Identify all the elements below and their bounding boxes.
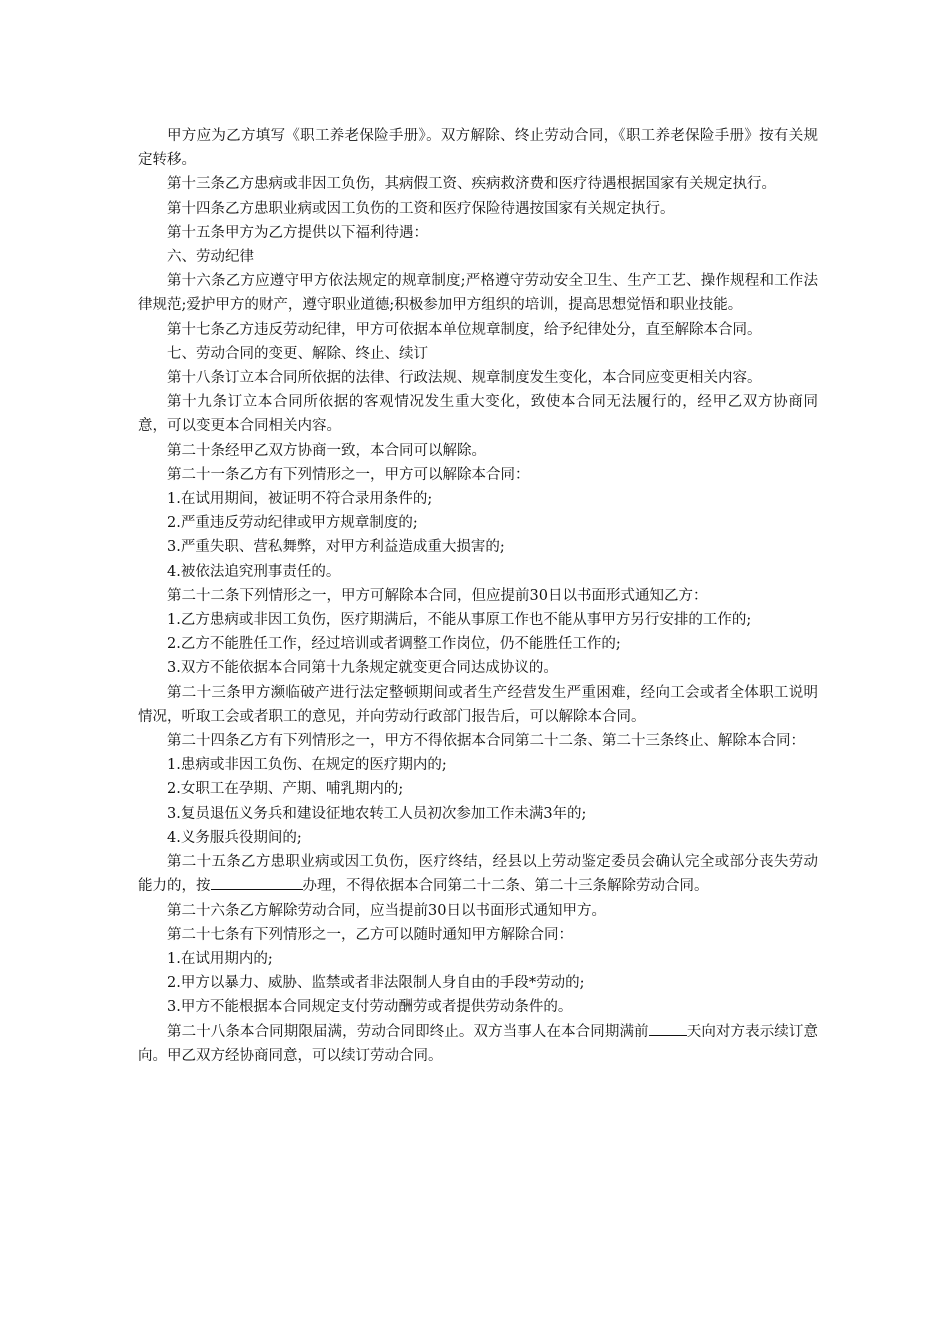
list-item: 3.复员退伍义务兵和建设征地农转工人员初次参加工作未满3年的;	[167, 805, 587, 822]
paragraph: 第十七条乙方违反劳动纪律，甲方可依据本单位规章制度，给予纪律处分，直至解除本合同。	[167, 321, 762, 338]
list-item: 2.女职工在孕期、产期、哺乳期内的;	[167, 781, 404, 798]
paragraph: 第十五条甲方为乙方提供以下福利待遇：	[167, 224, 428, 241]
list-item: 2.乙方不能胜任工作，经过培训或者调整工作岗位，仍不能胜任工作的;	[167, 636, 621, 653]
list-item: 3.双方不能依据本合同第十九条规定就变更合同达成协议的。	[167, 660, 558, 677]
document-body	[138, 124, 818, 1068]
section-heading: 七、劳动合同的变更、解除、终止、续订	[167, 345, 428, 362]
text-segment: 天向对方表示续订意向。甲乙双方经协商同意，可以续订劳动合同。	[138, 1023, 818, 1064]
text-segment: 第二十五条乙方患职业病或因工负伤，医疗终结，经县以上劳动鉴定委员会确认完全或部分丧失劳动能力的，按	[138, 854, 818, 895]
paragraph: 第十三条乙方患病或非因工负伤，其病假工资、疾病救济费和医疗待遇根据国家有关规定执行。	[167, 176, 776, 193]
paragraph: 第二十六条乙方解除劳动合同，应当提前30日以书面形式通知甲方。	[167, 902, 606, 919]
paragraph: 第二十七条有下列情形之一，乙方可以随时通知甲方解除合同：	[167, 926, 573, 943]
paragraph: 第二十条经甲乙双方协商一致，本合同可以解除。	[167, 442, 486, 459]
paragraph: 第十六条乙方应遵守甲方依法规定的规章制度;严格遵守劳动安全卫生、生产工艺、操作规程和工作法律规范;爱护甲方的财产，遵守职业道德;积极参加甲方组织的培训，提高思想觉悟和职业技能。	[138, 273, 818, 314]
paragraph	[138, 1020, 818, 1068]
list-item: 4.被依法追究刑事责任的。	[167, 563, 341, 580]
list-item: 2.严重违反劳动纪律或甲方规章制度的;	[167, 515, 418, 532]
fill-in-blank[interactable]	[211, 875, 303, 890]
paragraph: 甲方应为乙方填写《职工养老保险手册》。双方解除、终止劳动合同，《职工养老保险手册》按有关规定转移。	[138, 128, 818, 169]
list-item: 1.患病或非因工负伤、在规定的医疗期内的;	[167, 757, 447, 774]
paragraph: 第十八条订立本合同所依据的法律、行政法规、规章制度发生变化，本合同应变更相关内容。	[167, 370, 762, 387]
paragraph: 第十四条乙方患职业病或因工负伤的工资和医疗保险待遇按国家有关规定执行。	[167, 200, 675, 217]
paragraph: 第二十一条乙方有下列情形之一，甲方可以解除本合同：	[167, 466, 530, 483]
list-item: 1.在试用期内的;	[167, 950, 273, 967]
paragraph: 第二十四条乙方有下列情形之一，甲方不得依据本合同第二十二条、第二十三条终止、解除本合同：	[167, 733, 805, 750]
paragraph: 第十九条订立本合同所依据的客观情况发生重大变化，致使本合同无法履行的，经甲乙双方协商同意，可以变更本合同相关内容。	[138, 394, 818, 435]
list-item: 3.甲方不能根据本合同规定支付劳动酬劳或者提供劳动条件的。	[167, 999, 573, 1016]
text-segment: 办理，不得依据本合同第二十二条、第二十三条解除劳动合同。	[302, 878, 709, 895]
fill-in-blank[interactable]	[649, 1021, 687, 1036]
list-item: 1.乙方患病或非因工负伤，医疗期满后，不能从事原工作也不能从事甲方另行安排的工作的;	[167, 612, 752, 629]
list-item: 2.甲方以暴力、威胁、监禁或者非法限制人身自由的手段*劳动的;	[167, 975, 585, 992]
paragraph: 第二十三条甲方濒临破产进行法定整顿期间或者生产经营发生严重困难，经向工会或者全体职工说明情况，听取工会或者职工的意见，并向劳动行政部门报告后，可以解除本合同。	[138, 684, 818, 725]
list-item: 1.在试用期间，被证明不符合录用条件的;	[167, 491, 433, 508]
list-item: 3.严重失职、营私舞弊，对甲方利益造成重大损害的;	[167, 539, 505, 556]
paragraph: 第二十二条下列情形之一，甲方可解除本合同，但应提前30日以书面形式通知乙方：	[167, 587, 708, 604]
paragraph	[138, 850, 818, 898]
list-item: 4.义务服兵役期间的;	[167, 829, 302, 846]
text-segment: 第二十八条本合同期限届满，劳动合同即终止。双方当事人在本合同期满前	[167, 1023, 649, 1040]
section-heading: 六、劳动纪律	[167, 249, 254, 266]
